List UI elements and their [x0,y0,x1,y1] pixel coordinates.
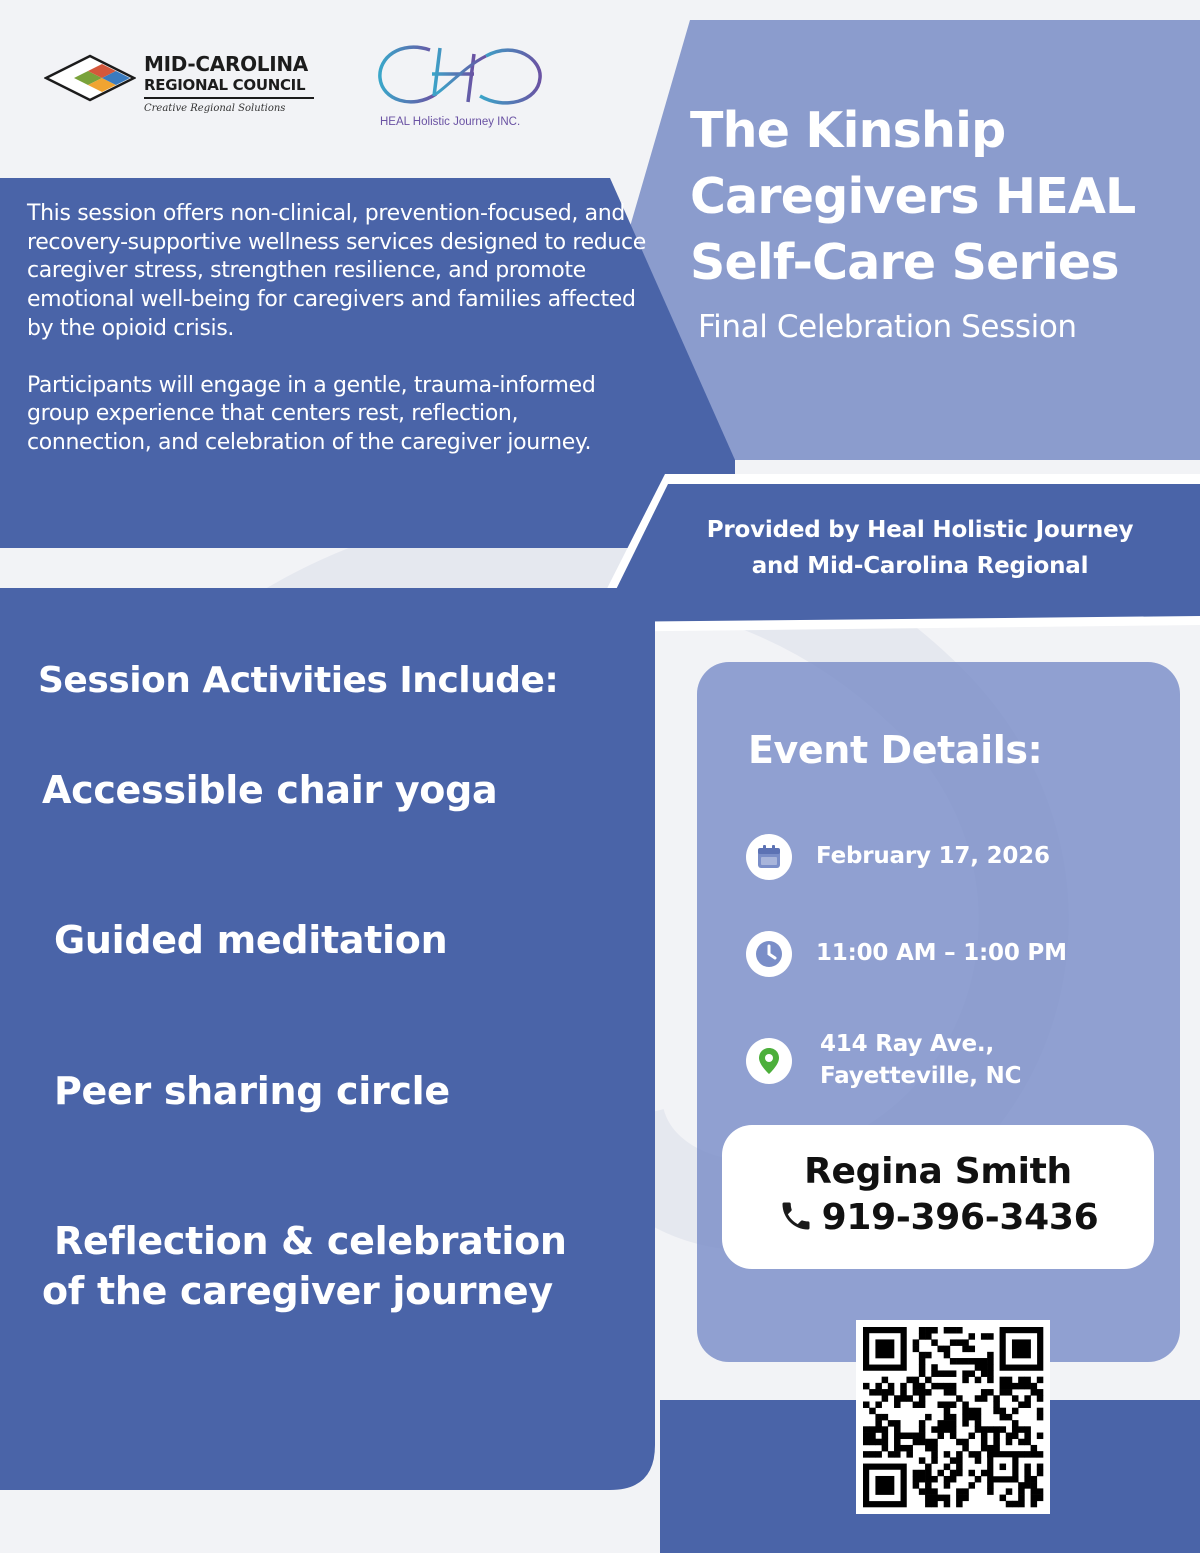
heal-logo-text: HEAL Holistic Journey INC. [380,116,521,128]
intro-paragraph: Participants will engage in a gentle, trauma-informed group experience that centers rest, reflection, connection, and celebration of the caregiver journey. [27,372,596,455]
activity-item: Peer sharing circle [54,1069,450,1113]
title-line: Self-Care Series [690,234,1119,291]
phone-icon [778,1198,814,1234]
event-time: 11:00 AM – 1:00 PM [816,940,1067,966]
provided-by-line: Provided by Heal Holistic Journey [706,517,1134,543]
activity-item: Accessible chair yoga [42,768,498,812]
address-line: Fayetteville, NC [820,1063,1022,1089]
event-date: February 17, 2026 [816,843,1050,869]
address-line: 414 Ray Ave., [820,1031,994,1057]
activities-heading: Session Activities Include: [38,660,559,701]
title-line: The Kinship [690,102,1006,159]
mcrc-name-line2: REGIONAL COUNCIL [144,76,306,94]
event-address [820,1028,1021,1092]
contact-card [722,1125,1154,1269]
event-details-heading: Event Details: [748,728,1043,772]
mcrc-tagline: Creative Regional Solutions [144,103,286,114]
contact-phone-number: 919-396-3436 [821,1197,1099,1238]
qr-code[interactable] [856,1320,1050,1514]
title-line: Caregivers HEAL [690,168,1136,225]
intro-text [27,200,647,458]
activity-item-line: of the caregiver journey [42,1269,553,1313]
heal-logo [366,36,550,132]
page-subtitle: Final Celebration Session [698,309,1077,345]
diamond-logo-icon [44,54,136,102]
heal-monogram-icon [370,36,546,114]
intro-paragraph: This session offers non-clinical, prevention-focused, and recovery-supportive wellness services designed to reduce caregiver stress, strengthen resilience, and promote emotional well-being for caregivers and families affected by the opioid crisis. [27,201,646,341]
mcrc-divider [144,97,314,99]
location-pin-icon [746,1038,792,1084]
provided-by-line: and Mid-Carolina Regional [751,553,1089,579]
mcrc-name-line1: MID-CAROLINA [144,52,308,76]
activity-item-line: Reflection & celebration [54,1219,567,1263]
clock-icon [746,931,792,977]
contact-name: Regina Smith [804,1151,1072,1192]
activity-item [42,1216,567,1316]
provided-by-banner [650,512,1190,584]
page-title [690,98,1196,296]
contact-phone-row[interactable] [722,1197,1154,1238]
calendar-icon [746,834,792,880]
qr-code-image [856,1320,1050,1514]
mid-carolina-logo [44,50,334,122]
activity-item: Guided meditation [54,918,448,962]
